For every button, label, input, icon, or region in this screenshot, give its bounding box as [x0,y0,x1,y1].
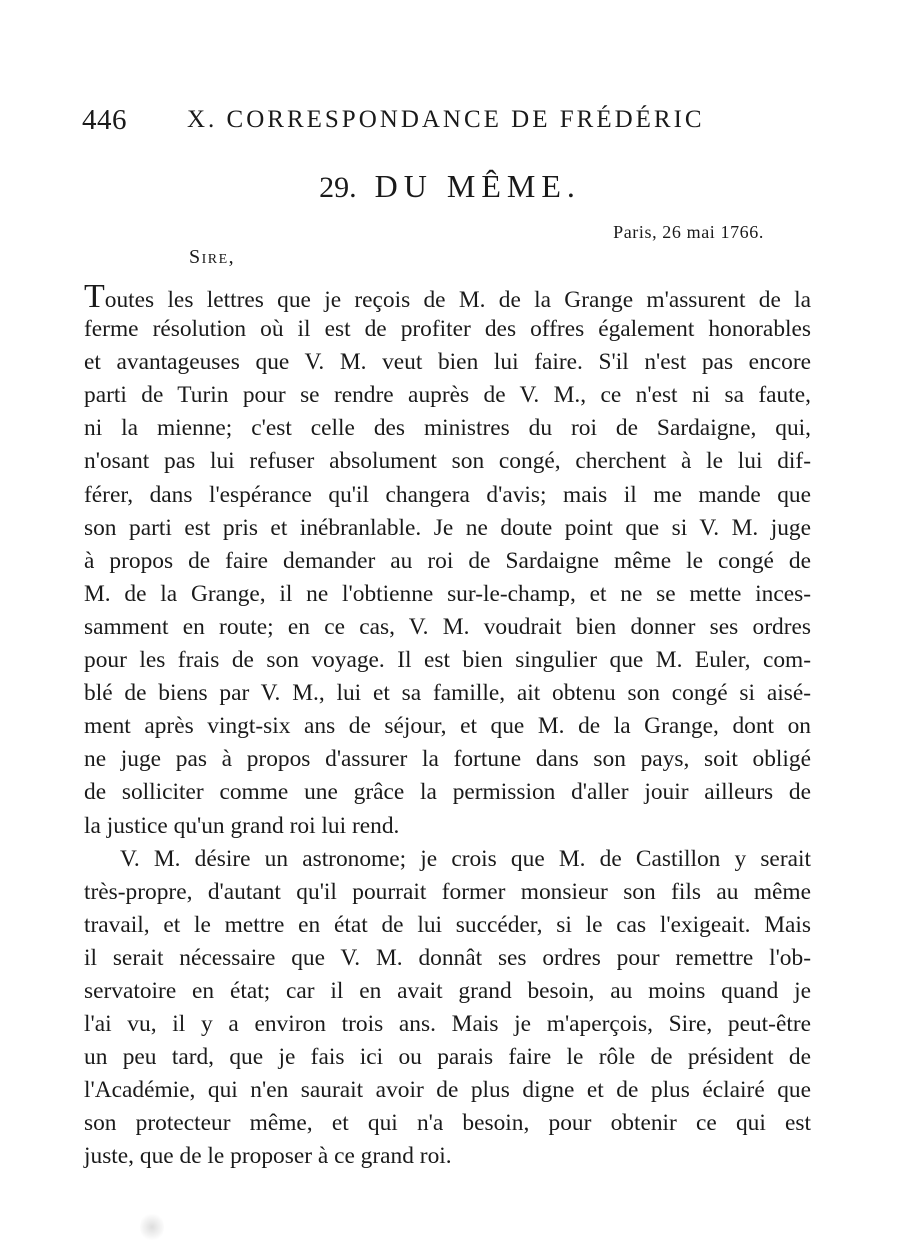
text-line: V. M. désire un astronome; je crois que M. de Castillon y serait [120,845,811,872]
text-line: ni la mienne; c'est celle des ministres du roi de Sardaigne, qui, [84,415,811,442]
text-line: n'osant pas lui refuser absolument son congé, cherchent à le lui dif- [84,448,811,475]
text-line: la justice qu'un grand roi lui rend. [84,812,400,839]
text-line: son parti est pris et inébranlable. Je ne doute point que si V. M. juge [84,514,811,541]
letter-body [84,280,811,1174]
running-title: X. CORRESPONDANCE DE FRÉDÉRIC [187,106,705,133]
text-line: à propos de faire demander au roi de Sardaigne même le congé de [84,547,811,574]
text-line: l'Académie, qui n'en saurait avoir de plus digne et de plus éclairé que [84,1077,811,1104]
text-line: parti de Turin pour se rendre auprès de V. M., ce n'est ni sa faute, [84,382,811,409]
letter-number: 29. [319,171,357,204]
text-line: son protecteur même, et qui n'a besoin, pour obtenir ce qui est [84,1110,811,1137]
text-line: samment en route; en ce cas, V. M. voudrait bien donner ses ordres [84,613,811,640]
text-line: férer, dans l'espérance qu'il changera d'avis; mais il me mande que [84,481,811,508]
running-head [82,104,802,144]
text-line: très-propre, d'autant qu'il pourrait former monsieur son fils au même [84,878,811,905]
page-number: 446 [82,104,127,136]
text-line: M. de la Grange, il ne l'obtienne sur-le-champ, et ne se mette inces- [84,580,811,607]
first-line-text: outes les lettres que je reçois de M. de la Grange m'assurent de la [104,287,811,313]
text-line: travail, et le mettre en état de lui succéder, si le cas l'exigeait. Mais [84,911,811,938]
text-line: de solliciter comme une grâce la permission d'aller jouir ailleurs de [84,779,811,806]
salutation: Sire, [189,246,236,268]
drop-capital: T [84,278,105,315]
text-line: l'ai vu, il y a environ trois ans. Mais je m'aperçois, Sire, peut-être [84,1011,811,1038]
letter-title: DU MÊME. [374,168,581,204]
dateline: Paris, 26 mai 1766. [613,222,764,242]
text-line: un peu tard, que je fais ici ou parais faire le rôle de président de [84,1044,811,1071]
text-line: servatoire en état; car il en avait grand besoin, au moins quand je [84,977,811,1004]
text-line: il serait nécessaire que V. M. donnât ses ordres pour remettre l'ob- [84,944,811,971]
text-line: ferme résolution où il est de profiter des offres également honorables [84,316,811,343]
text-line [84,280,811,313]
text-line: pour les frais de son voyage. Il est bien singulier que M. Euler, com- [84,647,811,674]
text-line: blé de biens par V. M., lui et sa famille, ait obtenu son congé si aisé- [84,680,811,707]
text-line: ment après vingt-six ans de séjour, et que M. de la Grange, dont on [84,713,811,740]
text-line: ne juge pas à propos d'assurer la fortune dans son pays, soit obligé [84,746,811,773]
letter-heading [0,168,900,205]
text-line: et avantageuses que V. M. veut bien lui faire. S'il n'est pas encore [84,349,811,376]
text-line: juste, que de le proposer à ce grand roi. [84,1143,452,1170]
paper-smudge [140,1212,164,1242]
